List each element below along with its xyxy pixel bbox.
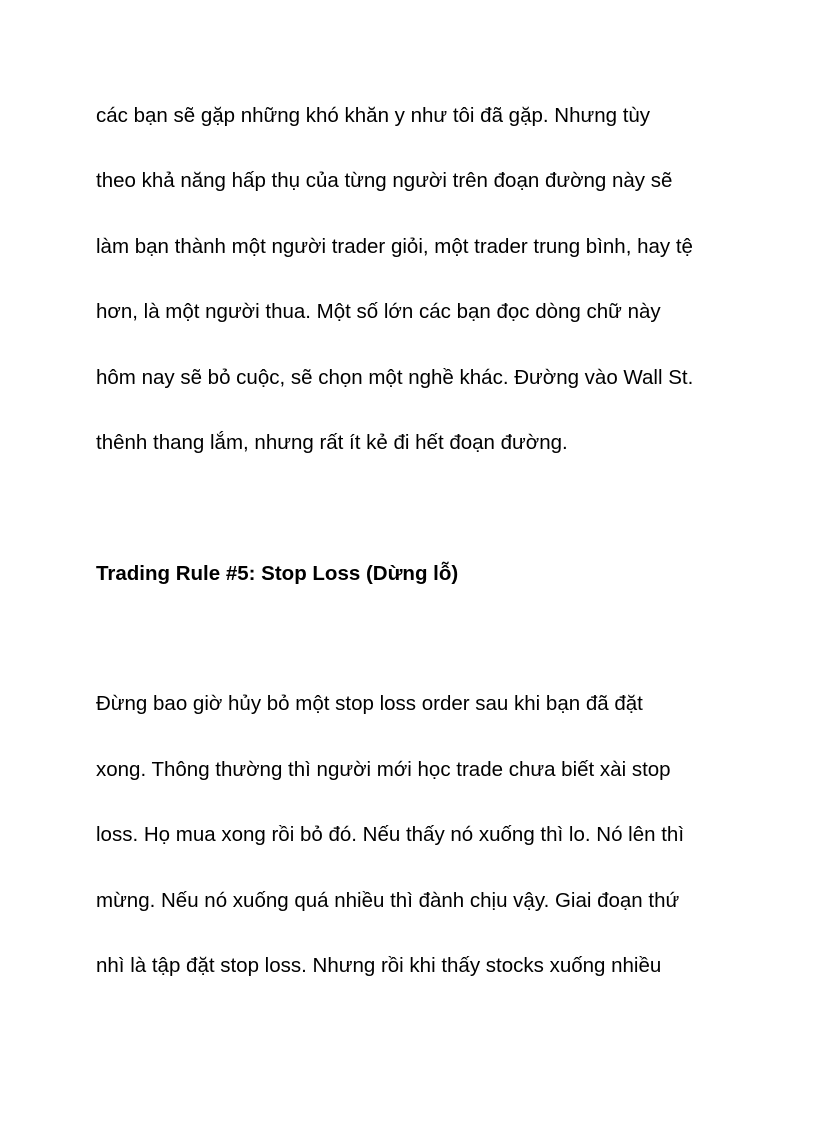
paragraph-2-line-5: nhì là tập đặt stop loss. Nhưng rồi khi thấy stocks xuống nhiều bbox=[96, 954, 662, 977]
paragraph-1-line-6: thênh thang lắm, nhưng rất ít kẻ đi hết đoạn đường. bbox=[96, 431, 568, 454]
paragraph-2-line-2: xong. Thông thường thì người mới học trade chưa biết xài stop bbox=[96, 758, 671, 781]
paragraph-1-line-1: các bạn sẽ gặp những khó khăn y như tôi đã gặp. Nhưng tùy bbox=[96, 104, 651, 127]
paragraph-1-line-3: làm bạn thành một người trader giỏi, một trader trung bình, hay tệ bbox=[96, 235, 693, 258]
section-heading: Trading Rule #5: Stop Loss (Dừng lỗ) bbox=[96, 562, 459, 585]
paragraph-1-line-2: theo khả năng hấp thụ của từng người trên đoạn đường này sẽ bbox=[96, 169, 673, 192]
paragraph-2-line-1: Đừng bao giờ hủy bỏ một stop loss order sau khi bạn đã đặt bbox=[96, 692, 643, 715]
paragraph-1-line-5: hôm nay sẽ bỏ cuộc, sẽ chọn một nghề khác. Đường vào Wall St. bbox=[96, 366, 694, 389]
paragraph-2-line-3: loss. Họ mua xong rồi bỏ đó. Nếu thấy nó xuống thì lo. Nó lên thì bbox=[96, 823, 685, 846]
paragraph-1-line-4: hơn, là một người thua. Một số lớn các bạn đọc dòng chữ này bbox=[96, 300, 661, 323]
paragraph-2-line-4: mừng. Nếu nó xuống quá nhiều thì đành chịu vậy. Giai đoạn thứ bbox=[96, 889, 680, 912]
